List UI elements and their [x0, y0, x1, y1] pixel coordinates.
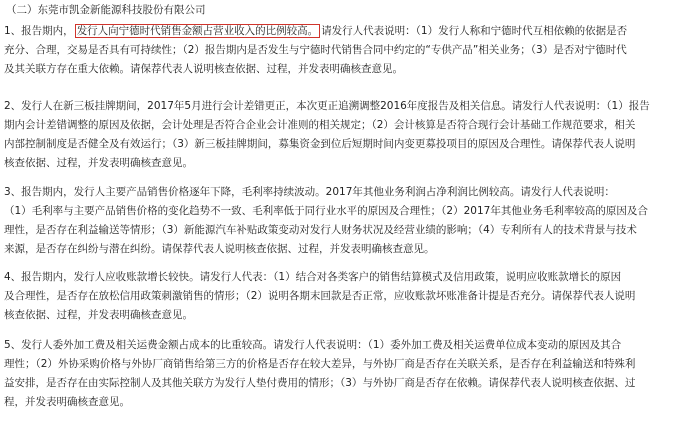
paragraph-line: 及其关联方存在重大依赖。请保荐代表人说明核查依据、过程，并发表明确核查意见。	[4, 63, 403, 75]
paragraph-line: 5、发行人委外加工费及相关运费金额占成本的比重较高。请发行人代表说明：（1）委外加工费及相关运费单位成本变动的原因及其合	[4, 339, 622, 351]
section-heading: （二）东莞市凯金新能源科技股份有限公司	[6, 4, 206, 16]
paragraph-1-suffix: 请发行人代表说明：（1）发行人称和宁德时代互相依赖的依据是否	[321, 25, 628, 37]
paragraph-2	[4, 97, 688, 173]
paragraph-line: 理性；（2）外协采购价格与外协厂商销售给第三方的价格是否存在较大差异，与外协厂商是否存在关联关系，是否存在利益输送和特殊利	[4, 358, 636, 370]
paragraph-line: 核查依据、过程，并发表明确核查意见。	[4, 309, 193, 321]
paragraph-line: 来源，是否存在纠纷与潜在纠纷。请保荐代表人说明核查依据、过程，并发表明确核查意见。	[4, 243, 435, 255]
paragraph-line: 内部控制制度是否健全及有效运行；（3）新三板挂牌期间，募集资金到位后短期时间内变更募投项目的原因及合理性。请保荐代表人说明	[4, 138, 636, 150]
paragraph-4	[4, 268, 688, 325]
paragraph-line: 期内会计差错调整的原因及依据，会计处理是否符合企业会计准则的相关规定；（2）会计核算是否符合现行会计基础工作规范要求，相关	[4, 119, 636, 131]
paragraph-line: 充分、合理，交易是否具有可持续性；（2）报告期内是否发生与宁德时代销售合同中约定的“专供产品”相关业务；（3）是否对宁德时代	[4, 44, 627, 56]
paragraph-line: 及合理性，是否存在放松信用政策刺激销售的情形；（2）说明各期末回款是否正常，应收账款坏账准备计提是否充分。请保荐代表人说明	[4, 290, 636, 302]
paragraph-line: 程，并发表明确核查意见。	[4, 396, 130, 408]
paragraph-1	[4, 22, 688, 79]
paragraph-line: 益安排，是否存在由实际控制人及其他关联方为发行人垫付费用的情形；（3）与外协厂商是否存在依赖。请保荐代表人说明核查依据、过	[4, 377, 636, 389]
paragraph-1-line-1	[4, 22, 688, 41]
paragraph-line: 核查依据、过程，并发表明确核查意见。	[4, 157, 193, 169]
highlighted-phrase: 发行人向宁德时代销售金额占营业收入的比例较高。	[76, 25, 319, 37]
paragraph-3	[4, 183, 688, 259]
paragraph-line: 4、报告期内，发行人应收账款增长较快。请发行人代表：（1）结合对各类客户的销售结算模式及信用政策，说明应收账款增长的原因	[4, 271, 622, 283]
paragraph-line: 2、发行人在新三板挂牌期间，2017年5月进行会计差错更正，本次更正追溯调整2016年度报告及相关信息。请发行人代表说明：（1）报告	[4, 100, 650, 112]
paragraph-line: （1）毛利率与主要产品销售价格的变化趋势不一致、毛利率低于同行业水平的原因及合理性；（2）2017年其他业务毛利率较高的原因及合	[4, 205, 648, 217]
paragraph-line: 3、报告期内，发行人主要产品销售价格逐年下降，毛利率持续波动。2017年其他业务利润占净利润比例较高。请发行人代表说明：	[4, 186, 615, 198]
paragraph-1-prefix: 1、报告期内，	[4, 25, 74, 37]
paragraph-line: 理性，是否存在利益输送等情形；（3）新能源汽车补贴政策变动对发行人财务状况及经营业绩的影响；（4）专利所有人的技术背景与技术	[4, 224, 637, 236]
paragraph-5	[4, 336, 688, 412]
